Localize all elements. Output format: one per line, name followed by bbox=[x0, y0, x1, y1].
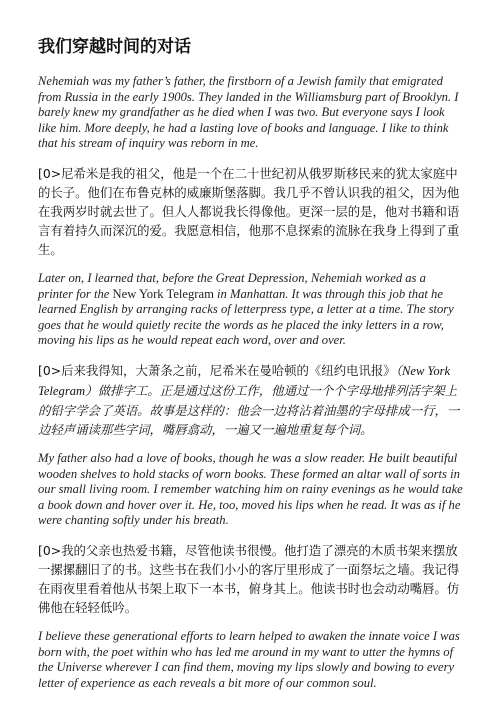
paragraph-english-4: I believe these generational efforts to learn helped to awaken the innate voice I was born with, the poet within who has led me around in my want to utter the hymns of the Universe wherever I can find them, moving my lips slowly and bowing to every letter of experience as each reveals a bit more of our common soul. bbox=[38, 628, 460, 690]
newspaper-name: New York Telegram bbox=[112, 286, 214, 301]
paragraph-chinese-2-pre: [0>后来我得知，大萧条之前，尼希米在曼哈顿的《纽约电讯报》 bbox=[38, 362, 396, 378]
page-title: 我们穿越时间的对话 bbox=[38, 37, 191, 57]
paragraph-english-2-post: in Manhattan. It was through this job that he learned English by arranging racks of letterpress type, a letter at a time. The story goes that he would quietly recite the words as he placed the inky letters in a row, moving his lips as he would repeat each word, over and over. bbox=[38, 286, 454, 348]
paragraph-chinese-1: [0>尼希米是我的祖父，他是一个在二十世纪初从俄罗斯移民来的犹太家庭中的长子。他们在布鲁克林的威廉斯堡落脚。我几乎不曾认识我的祖父，因为他在我两岁时就去世了。但人人都说我长得像他。更深一层的是，他对书籍和语言有着持久而深沉的爱。我愿意相信，他那不息探索的流脉在我身上得到了重生。 bbox=[38, 165, 460, 257]
paragraph-english-2-pre: Later on, I learned that, before the Great Depression, Nehemiah worked as a printer for the bbox=[38, 270, 426, 301]
paragraph-chinese-2 bbox=[38, 361, 464, 439]
paragraph-english-1: Nehemiah was my father’s father, the firstborn of a Jewish family that emigrated from Russia in the early 1900s. They landed in the Williamsburg part of Brooklyn. I barely knew my grandfather as he died when I was two. But everyone says I look like him. More deeply, he had a lasting love of books and language. I like to think that his stream of inquiry was reborn in me. bbox=[38, 74, 459, 151]
paragraph-chinese-2-post: 做排字工。正是通过这份工作，他通过一个个字母地排列活字架上的铅字学会了英语。故事是这样的：他会一边将沾着油墨的字母排成一行，一边轻声诵读那些字词，嘴唇翕动，一遍又一遍地重复每个词。 bbox=[38, 382, 460, 437]
paragraph-chinese-3: [0>我的父亲也热爱书籍，尽管他读书很慢。他打造了漂亮的木质书架来摆放一摞摞翻旧了的书。这些书在我们小小的客厅里形成了一面祭坛之墙。我记得在雨夜里看着他从书架上取下一本书，俯身其上。他读书时也会动动嘴唇。仿佛他在轻轻低吟。 bbox=[38, 542, 460, 615]
paragraph-english-3: My father also had a love of books, though he was a slow reader. He built beautiful wooden shelves to hold stacks of worn books. These formed an altar wall of sorts in our small living room. I remember watching him on rainy evenings as he would take a book down and hover over it. He, too, moved his lips when he read. It was as if he were chanting softly under his breath. bbox=[38, 450, 463, 528]
newspaper-name-latin: （New York Telegram） bbox=[38, 363, 451, 398]
paragraph-english-2 bbox=[38, 271, 464, 349]
